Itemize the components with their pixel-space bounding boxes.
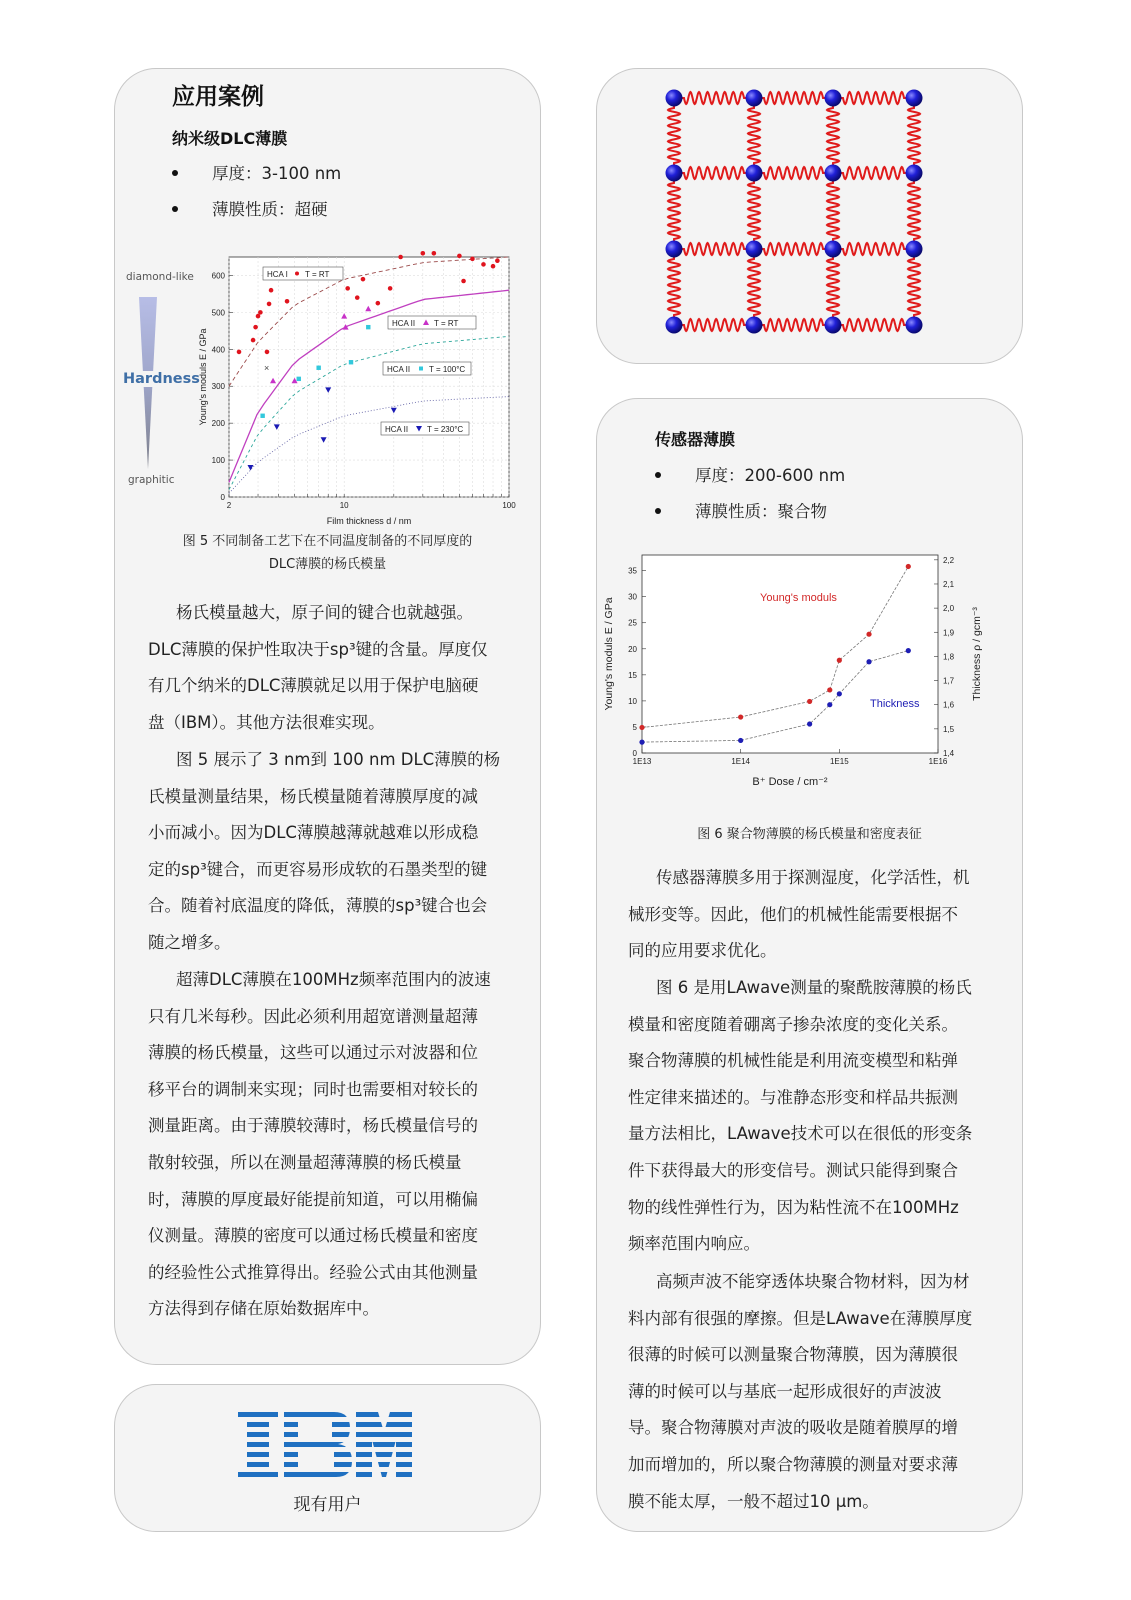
spring	[668, 98, 680, 173]
bullet-item	[172, 196, 328, 220]
spring	[674, 92, 754, 104]
ibm-label: 现有用户	[293, 1495, 362, 1515]
text-line: 合。随着衬底温度的降低，薄膜的sp³键合也会	[148, 896, 488, 916]
text-line: DLC薄膜的保护性取决于sp³键的含量。厚度仅	[148, 639, 488, 659]
data-point	[349, 360, 353, 364]
text-line: 测量距离。由于薄膜较薄时，杨氏模量信号的	[148, 1116, 478, 1136]
text-line: 移平台的调制来实现；同时也需要相对较长的	[148, 1079, 478, 1099]
y-tick-label: 35	[628, 566, 637, 576]
text-line: 定的sp³键合，而更容易形成软的石墨类型的键	[148, 859, 488, 879]
y-right-tick-label: 1,6	[943, 700, 955, 710]
text-line: 性定律来描述的。与准静态形变和样品共振测	[628, 1087, 958, 1107]
spring	[754, 243, 833, 255]
data-point	[837, 691, 842, 696]
right-paragraph-3	[628, 1264, 998, 1520]
atom-sphere	[906, 90, 923, 107]
spring	[827, 249, 839, 325]
spring	[833, 92, 914, 104]
text-line: 有几个纳米的DLC薄膜就足以用于保护电脑硬	[148, 676, 479, 696]
spring	[748, 173, 760, 249]
spring	[674, 243, 754, 255]
bullet-text: 厚度：200-600 nm	[695, 466, 846, 485]
text-line: 氏模量测量结果，杨氏模量随着薄膜厚度的减	[148, 786, 478, 806]
text-line: 仪测量。薄膜的密度可以通过杨氏模量和密度	[148, 1226, 478, 1246]
figure5-chart	[193, 255, 533, 530]
bullet-item	[655, 462, 845, 486]
spring-lattice-illustration	[596, 68, 1023, 364]
data-point	[285, 299, 290, 304]
figure5-caption	[114, 530, 541, 576]
text-line: 杨氏模量越大，原子间的键合也就越强。	[176, 603, 473, 622]
ibm-logo	[238, 1412, 412, 1478]
data-point	[237, 350, 242, 355]
text-line: 很薄的时候可以测量聚合物薄膜，因为薄膜很	[628, 1345, 958, 1365]
text-line: 方法得到存储在原始数据库中。	[148, 1299, 379, 1319]
atom-sphere	[746, 241, 763, 258]
data-point	[470, 257, 475, 262]
annotation-mark: ×	[263, 362, 270, 373]
series-label: Thickness	[870, 698, 920, 710]
text-line: 薄膜的杨氏模量，这些可以通过示对波器和位	[148, 1043, 478, 1063]
spring	[674, 319, 754, 331]
y-tick-label: 400	[211, 345, 225, 355]
legend-temp: T = 100°C	[429, 365, 466, 374]
x-tick-label: 1E13	[632, 757, 652, 766]
plot-area	[229, 257, 509, 497]
text-line: 只有几米每秒。因此必须利用超宽谱测量超薄	[148, 1006, 478, 1026]
atom-sphere	[825, 241, 842, 258]
text-line: 膜不能太厚，一般不超过10 µm。	[628, 1491, 879, 1511]
bullet-item	[655, 498, 827, 522]
data-point	[639, 740, 644, 745]
text-line: 传感器薄膜多用于探测湿度，化学活性，机	[656, 868, 970, 887]
data-point	[866, 659, 871, 664]
spring	[748, 98, 760, 173]
text-line: 高频声波不能穿透体块聚合物材料，因为材	[656, 1272, 970, 1291]
text-line: 超薄DLC薄膜在100MHz频率范围内的波速	[176, 970, 491, 989]
atom-sphere	[906, 317, 923, 334]
data-point	[361, 277, 366, 282]
text-line: 随之增多。	[148, 932, 231, 952]
atom-sphere	[746, 165, 763, 182]
atom-sphere	[746, 90, 763, 107]
legend-entry	[383, 362, 471, 375]
y-axis-label: Young's moduls E / GPa	[603, 597, 615, 711]
bullet-dot	[655, 508, 661, 514]
data-point	[316, 366, 320, 370]
y-tick-label: 5	[632, 722, 637, 732]
atom-sphere	[906, 241, 923, 258]
data-point	[376, 301, 381, 306]
y-axis-label: Young's moduls E / GPa	[198, 328, 208, 426]
legend-name: HCA II	[387, 365, 411, 374]
spring	[668, 249, 680, 325]
y-tick-label: 600	[211, 271, 225, 281]
figure6-caption: 图 6 聚合物薄膜的杨氏模量和密度表征	[697, 827, 922, 842]
spring	[668, 173, 680, 249]
spring	[754, 167, 833, 179]
text-line: 的经验性公式推算得出。经验公式由其他测量	[148, 1262, 478, 1282]
data-point	[481, 262, 486, 267]
data-point	[265, 350, 270, 355]
legend-name: HCA I	[267, 270, 288, 279]
data-point	[906, 564, 911, 569]
text-line: 盘（IBM）。其他方法很难实现。	[148, 712, 385, 732]
text-line: 导。聚合物薄膜对声波的吸收是随着膜厚的增	[628, 1418, 958, 1438]
data-point	[461, 279, 466, 284]
legend-entry	[381, 422, 469, 435]
data-point	[269, 288, 274, 293]
data-point	[388, 286, 393, 291]
section-title: 应用案例	[172, 84, 264, 110]
atom-sphere	[746, 317, 763, 334]
spring	[833, 167, 914, 179]
spring	[833, 243, 914, 255]
data-point	[807, 699, 812, 704]
text-line: 聚合物薄膜的机械性能是利用流变模型和粘弹	[628, 1051, 958, 1071]
x-tick-label: 1E16	[928, 757, 948, 766]
data-point	[398, 255, 403, 260]
atom-sphere	[666, 317, 683, 334]
text-line: 图 5 展示了 3 nm到 100 nm DLC薄膜的杨	[176, 750, 501, 769]
hardness-bottom-label: graphitic	[128, 474, 175, 486]
y-right-tick-label: 1,7	[943, 676, 955, 686]
text-line: 图 6 是用LAwave测量的聚酰胺薄膜的杨氏	[656, 978, 972, 997]
data-point	[807, 721, 812, 726]
legend-entry	[388, 316, 476, 329]
data-point	[457, 254, 462, 259]
text-line: 时，薄膜的厚度最好能提前知道，可以用椭偏	[148, 1189, 478, 1209]
data-point	[738, 738, 743, 743]
data-point	[827, 687, 832, 692]
plot-area	[642, 555, 938, 753]
text-line: 散射较强，所以在测量超薄薄膜的杨氏模量	[148, 1152, 462, 1172]
atom-sphere	[825, 317, 842, 334]
y-tick-label: 100	[211, 456, 225, 466]
y-right-tick-label: 1,9	[943, 628, 955, 638]
text-line: 物的线性弹性行为，因为粘性流不在100MHz	[628, 1197, 959, 1217]
atom-sphere	[906, 165, 923, 182]
data-point	[251, 338, 256, 343]
y-right-tick-label: 2,2	[943, 555, 955, 565]
bullet-text: 厚度：3-100 nm	[212, 164, 342, 183]
spring	[827, 173, 839, 249]
bullet-dot	[172, 206, 178, 212]
y-right-tick-label: 2,1	[943, 579, 955, 589]
caption-line: 图 5 不同制备工艺下在不同温度制备的不同厚度的	[182, 534, 473, 549]
data-point	[366, 325, 370, 329]
legend-temp: T = 230°C	[427, 425, 464, 434]
x-axis-label: B⁺ Dose / cm⁻²	[752, 776, 828, 788]
text-line: 件下获得最大的形变信号。测试只能得到聚合	[628, 1160, 958, 1180]
y-tick-label: 500	[211, 308, 225, 318]
legend-marker	[419, 367, 423, 371]
bullet-text: 薄膜性质：聚合物	[695, 502, 827, 521]
y-right-tick-label: 2,0	[943, 604, 955, 614]
legend-temp: T = RT	[434, 319, 459, 328]
atom-sphere	[666, 90, 683, 107]
text-line: 同的应用要求优化。	[628, 941, 777, 961]
legend-name: HCA II	[385, 425, 409, 434]
y-tick-label: 30	[628, 592, 637, 602]
text-line: 械形变等。因此，他们的机械性能需要根据不	[628, 904, 958, 924]
data-point	[345, 286, 350, 291]
legend-marker	[295, 272, 299, 276]
data-point	[355, 295, 360, 300]
data-point	[906, 648, 911, 653]
data-point	[253, 325, 258, 330]
data-point	[495, 258, 500, 263]
left-paragraph-3	[148, 962, 518, 1328]
y-tick-label: 10	[628, 696, 637, 706]
x-tick-label: 100	[502, 501, 516, 510]
spring	[674, 167, 754, 179]
hardness-label: Hardness	[123, 371, 200, 387]
y-tick-label: 300	[211, 382, 225, 392]
left-paragraph-1	[148, 595, 518, 741]
left-paragraph-2	[148, 742, 518, 962]
y-tick-label: 200	[211, 419, 225, 429]
spring	[827, 98, 839, 173]
x-tick-label: 10	[339, 501, 349, 510]
data-point	[421, 251, 426, 256]
y-right-tick-label: 1,5	[943, 724, 955, 734]
x-tick-label: 1E15	[829, 757, 849, 766]
right-paragraph-1	[628, 860, 998, 970]
right-paragraph-2	[628, 970, 998, 1263]
data-point	[837, 658, 842, 663]
text-line: 料内部有很强的摩擦。但是LAwave在薄膜厚度	[628, 1308, 973, 1328]
y-right-tick-label: 1,4	[943, 749, 955, 758]
data-point	[267, 302, 272, 307]
text-line: 模量和密度随着硼离子掺杂浓度的变化关系。	[628, 1014, 958, 1034]
text-line: 加而增加的，所以聚合物薄膜的测量对要求薄	[628, 1454, 958, 1474]
data-point	[260, 414, 264, 418]
data-point	[738, 714, 743, 719]
bullet-item	[172, 160, 341, 184]
y-tick-label: 0	[632, 749, 637, 758]
spring	[908, 249, 920, 325]
text-line: 小而减小。因为DLC薄膜越薄就越难以形成稳	[148, 823, 479, 843]
caption-line: DLC薄膜的杨氏模量	[268, 557, 387, 572]
data-point	[258, 310, 263, 315]
data-point	[297, 377, 301, 381]
subsection-title-dlc: 纳米级DLC薄膜	[172, 129, 288, 148]
y-right-tick-label: 1,8	[943, 652, 955, 662]
spring	[908, 98, 920, 173]
series-label: Young's moduls	[760, 592, 837, 604]
atom-sphere	[666, 241, 683, 258]
figure6-chart	[603, 545, 1016, 805]
data-point	[491, 264, 496, 269]
x-axis-label: Film thickness d / nm	[326, 516, 412, 526]
legend-entry	[263, 267, 343, 280]
y-tick-label: 0	[220, 493, 225, 502]
bullet-dot	[172, 170, 178, 176]
x-tick-label: 1E14	[731, 757, 751, 766]
spring	[754, 319, 833, 331]
atom-sphere	[825, 90, 842, 107]
text-line: 频率范围内响应。	[628, 1234, 760, 1254]
data-point	[866, 632, 871, 637]
y-right-axis-label: Thickness ρ / gcm⁻³	[971, 607, 983, 701]
legend-temp: T = RT	[305, 270, 330, 279]
spring	[748, 249, 760, 325]
data-point	[432, 251, 437, 256]
spring	[754, 92, 833, 104]
atom-sphere	[825, 165, 842, 182]
text-line: 量方法相比，LAwave技术可以在很低的形变条	[628, 1124, 973, 1144]
atom-sphere	[666, 165, 683, 182]
x-tick-label: 2	[226, 501, 232, 510]
y-tick-label: 20	[628, 644, 637, 654]
y-tick-label: 25	[628, 618, 637, 628]
bullet-text: 薄膜性质：超硬	[212, 200, 328, 219]
data-point	[639, 725, 644, 730]
spring	[908, 173, 920, 249]
subsection-title-sensor: 传感器薄膜	[655, 430, 736, 449]
y-tick-label: 15	[628, 670, 637, 680]
bullet-dot	[655, 472, 661, 478]
data-point	[827, 702, 832, 707]
spring	[833, 319, 914, 331]
text-line: 薄的时候可以与基底一起形成很好的声波波	[628, 1381, 942, 1401]
legend-name: HCA II	[392, 319, 416, 328]
hardness-top-label: diamond-like	[126, 271, 194, 283]
